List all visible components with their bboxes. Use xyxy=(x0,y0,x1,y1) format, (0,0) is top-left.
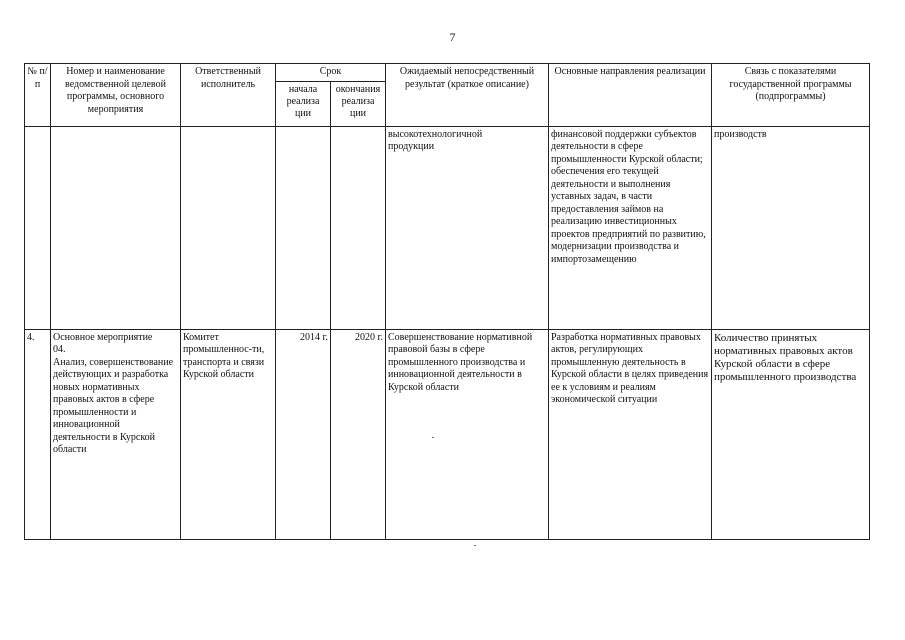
header-program: Номер и наименование ведомственной целевой программы, основного мероприятия xyxy=(51,64,181,127)
header-row-top xyxy=(25,64,870,82)
header-term-end: окончания реализа ции xyxy=(331,81,386,126)
cell-directions: финансовой поддержки субъектов деятельности в сфере промышленности Курской области; обеспечения его текущей деятельности и выполнения уставных задач, в части предоставления займов на реализацию инвестиционных проектов предприятий по развитию, модернизации производства и импортозамещению xyxy=(549,126,712,329)
cell-end: 2020 г. xyxy=(331,329,386,539)
cell-end xyxy=(331,126,386,329)
cell-responsible xyxy=(181,126,276,329)
header-expected: Ожидаемый непосредственный результат (краткое описание) xyxy=(386,64,549,127)
cell-expected: Совершенствование нормативной правовой базы в сфере промышленного производства и инновационной деятельности в Курской области xyxy=(386,329,549,539)
cell-responsible: Комитет промышленнос-ти, транспорта и связи Курской области xyxy=(181,329,276,539)
table-row xyxy=(25,329,870,539)
header-term: Срок xyxy=(276,64,386,82)
header-directions: Основные направления реализации xyxy=(549,64,712,127)
scan-speck xyxy=(432,437,434,438)
cell-start: 2014 г. xyxy=(276,329,331,539)
table-row xyxy=(25,126,870,329)
header-term-start: начала реализа ции xyxy=(276,81,331,126)
scan-speck xyxy=(474,545,476,546)
cell-directions: Разработка нормативных правовых актов, регулирующих промышленную деятельность в Курской области в целях приведения ее к условиям и реалиям экономической ситуации xyxy=(549,329,712,539)
cell-program xyxy=(51,126,181,329)
header-link: Связь с показателями государственной программы (подпрограммы) xyxy=(712,64,870,127)
page-number: 7 xyxy=(449,30,456,44)
cell-num xyxy=(25,126,51,329)
header-num: № п/п xyxy=(25,64,51,127)
cell-link: производств xyxy=(712,126,870,329)
cell-start xyxy=(276,126,331,329)
cell-num: 4. xyxy=(25,329,51,539)
cell-link: Количество принятых нормативных правовых актов Курской области в сфере промышленного производства xyxy=(712,329,870,539)
cell-program: Основное мероприятие 04. Анализ, совершенствование действующих и разработка новых нормативных правовых актов в сфере промышленности и инновационной деятельности в Курской области xyxy=(51,329,181,539)
cell-expected: высокотехнологичной продукции xyxy=(386,126,549,329)
program-table xyxy=(24,63,870,540)
header-responsible: Ответственный исполнитель xyxy=(181,64,276,127)
